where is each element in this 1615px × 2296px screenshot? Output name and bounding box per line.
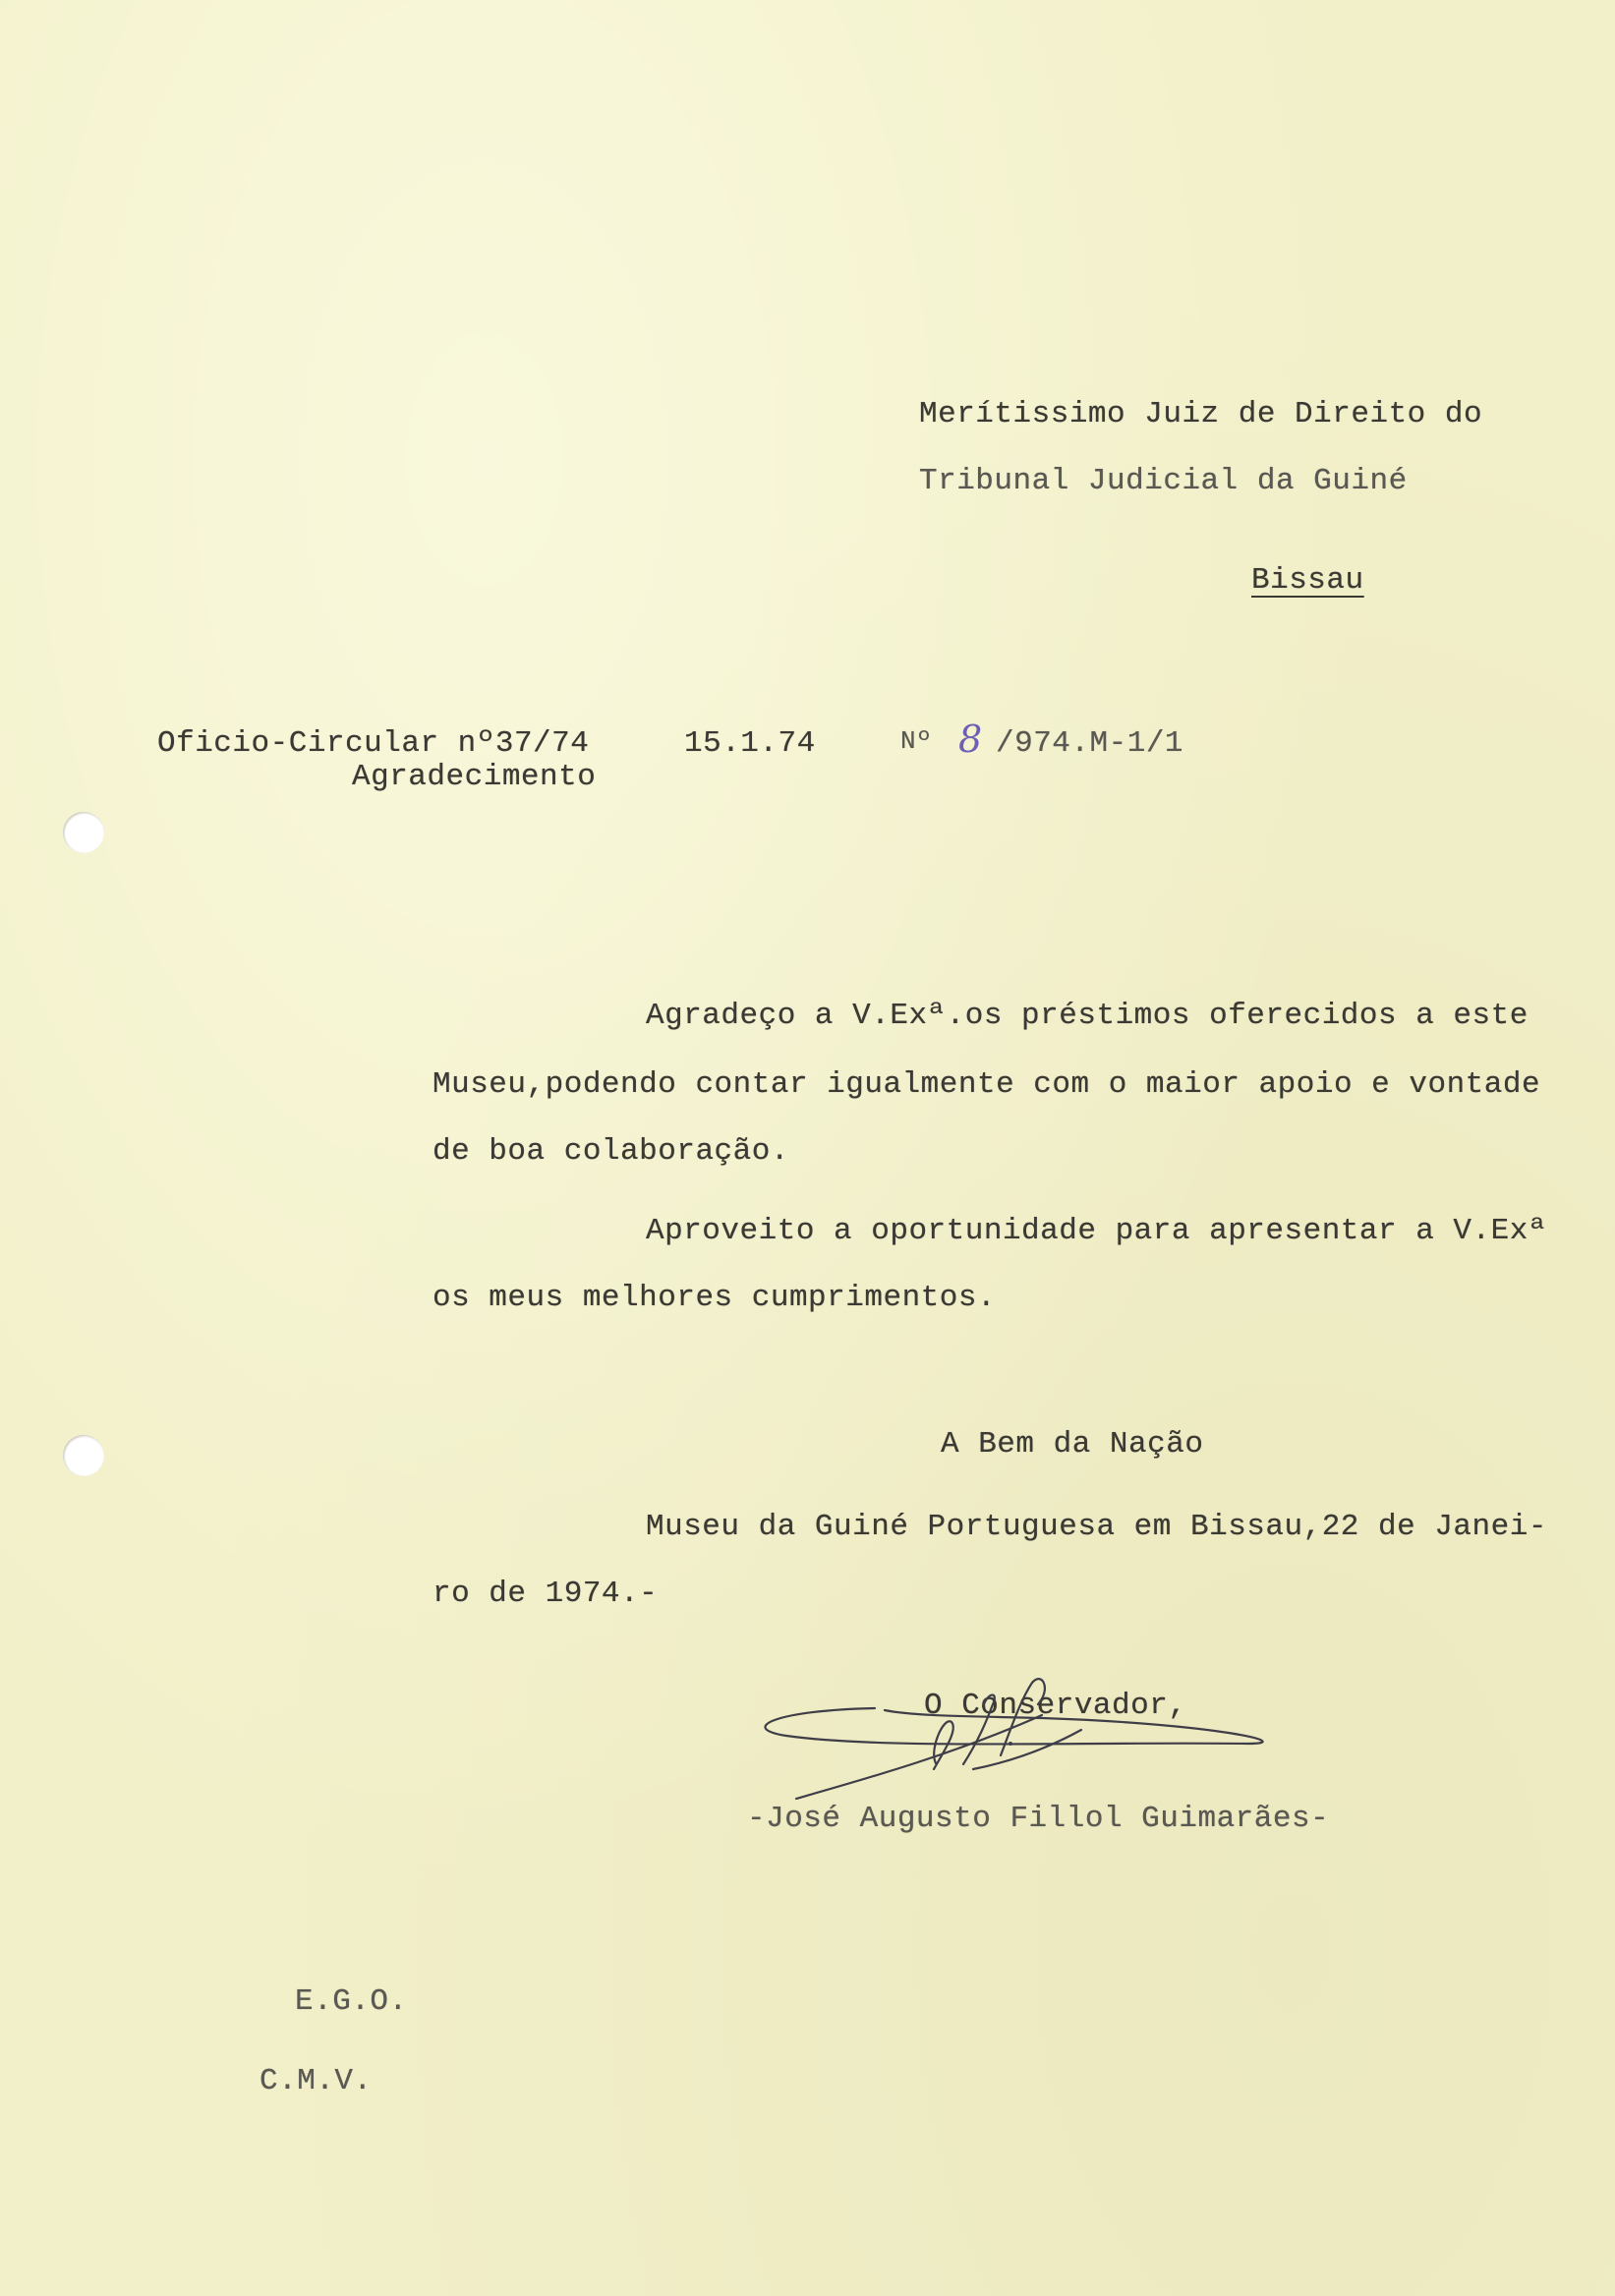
addressee-city: Bissau <box>1251 563 1364 598</box>
distribution-line2: C.M.V. <box>260 2064 373 2098</box>
signatory-title: O Conservador, <box>924 1689 1187 1723</box>
office-date: 15.1.74 <box>684 726 816 761</box>
body-p2-line1: Aproveito a oportunidade para apresentar a V.Exª <box>646 1214 1547 1248</box>
closing-salutation: A Bem da Nação <box>941 1427 1204 1462</box>
body-p1-line2: Museu,podendo contar igualmente com o maior apoio e vontade <box>433 1067 1541 1102</box>
signature-scribble <box>747 1661 1278 1818</box>
closing-place-date-line2: ro de 1974.- <box>433 1577 659 1611</box>
number-suffix: /974.M-1/1 <box>996 726 1184 761</box>
distribution-line1: E.G.O. <box>295 1984 408 2019</box>
body-p1-line1: Agradeço a V.Exª.os préstimos oferecidos a este <box>646 999 1528 1033</box>
punch-hole-bottom <box>63 1435 104 1476</box>
signatory-name: -José Augusto Fillol Guimarães- <box>747 1802 1330 1836</box>
number-prefix: Nº <box>900 726 933 756</box>
closing-place-date-line1: Museu da Guiné Portuguesa em Bissau,22 de Janei- <box>646 1510 1547 1544</box>
office-subject: Agradecimento <box>352 760 597 794</box>
body-p2-line2: os meus melhores cumprimentos. <box>433 1281 997 1315</box>
addressee-line-2: Tribunal Judicial da Guiné <box>919 464 1408 498</box>
punch-hole-top <box>63 812 104 853</box>
body-p1-line3: de boa colaboração. <box>433 1134 789 1169</box>
addressee-line-1: Merítissimo Juiz de Direito do <box>919 397 1483 431</box>
office-reference: Oficio-Circular nº37/74 <box>157 726 590 761</box>
handwritten-number: 8 <box>958 718 983 761</box>
